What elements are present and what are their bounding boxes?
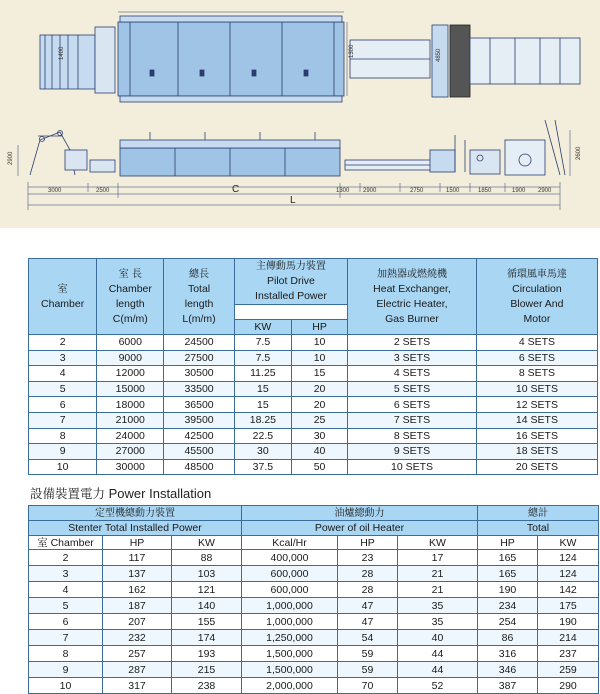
cell-chamber: 5 — [29, 598, 103, 614]
top-view — [40, 12, 580, 102]
header-blower — [476, 259, 597, 335]
header-heater-en1: Heat Exchanger, — [373, 282, 451, 295]
cell-kw: 121 — [172, 582, 242, 598]
cell-total_kw: 259 — [538, 662, 599, 678]
spec-row — [29, 381, 598, 397]
power-row — [29, 662, 599, 678]
cell-hp: 20 — [291, 381, 347, 397]
cell-length: 24000 — [97, 428, 164, 444]
header-total — [164, 259, 234, 335]
header-heater-zh: 加熱器或燃燒機 — [377, 268, 447, 280]
spec-row — [29, 428, 598, 444]
header-length-unit: C(m/m) — [112, 312, 148, 325]
dim-label-l: L — [290, 195, 296, 206]
power-row — [29, 630, 599, 646]
cell-kw: 103 — [172, 566, 242, 582]
cell-total_hp: 165 — [478, 566, 538, 582]
cell-kcal: 600,000 — [242, 566, 338, 582]
cell-kw: 193 — [172, 646, 242, 662]
cell-oil_kw: 35 — [398, 614, 478, 630]
header-chamber-2: 室 Chamber — [29, 536, 103, 550]
cell-total_kw: 124 — [538, 550, 599, 566]
header-total-en: Total — [478, 521, 599, 536]
cell-kw: 22.5 — [234, 428, 291, 444]
cell-hp: 15 — [291, 366, 347, 382]
power-row — [29, 614, 599, 630]
header-pilot-en1: Pilot Drive — [267, 275, 315, 287]
header-oil-hp: HP — [338, 536, 398, 550]
cell-heater: 10 SETS — [348, 459, 477, 475]
cell-kw: 18.25 — [234, 412, 291, 428]
header-heater — [348, 259, 477, 335]
cell-oil_kw: 21 — [398, 566, 478, 582]
cell-oil_hp: 59 — [338, 662, 398, 678]
cell-oil_kw: 40 — [398, 630, 478, 646]
cell-oil_kw: 44 — [398, 662, 478, 678]
header-total-zh: 總長 — [189, 268, 210, 280]
cell-total_hp: 86 — [478, 630, 538, 646]
spec-row — [29, 397, 598, 413]
cell-total_kw: 290 — [538, 678, 599, 694]
cell-kcal: 1,000,000 — [242, 614, 338, 630]
header-blower-en1: Circulation — [512, 282, 562, 295]
power-row — [29, 582, 599, 598]
header-pilot-zh: 主傳動馬力裝置 — [255, 261, 326, 272]
cell-hp: 317 — [103, 678, 172, 694]
cell-total_hp: 165 — [478, 550, 538, 566]
top-winder — [450, 25, 470, 97]
cell-heater: 4 SETS — [348, 366, 477, 382]
dim-top-width: 1300 — [349, 44, 355, 58]
cell-kw: 174 — [172, 630, 242, 646]
cell-chamber: 9 — [29, 444, 97, 460]
cell-kw: 15 — [234, 381, 291, 397]
cell-hp: 187 — [103, 598, 172, 614]
cell-length: 6000 — [97, 335, 164, 351]
power-row — [29, 646, 599, 662]
drawing-svg — [0, 0, 600, 228]
header-length-zh: 室 長 — [118, 268, 142, 280]
cell-total: 42500 — [164, 428, 234, 444]
cell-kcal: 1,250,000 — [242, 630, 338, 646]
cell-length: 21000 — [97, 412, 164, 428]
header-oil-kw: KW — [398, 536, 478, 550]
cell-hp: 232 — [103, 630, 172, 646]
cell-kw: 15 — [234, 397, 291, 413]
cell-hp: 137 — [103, 566, 172, 582]
spec-row — [29, 444, 598, 460]
cell-chamber: 2 — [29, 550, 103, 566]
header-oil-zh-text: 油爐總動力 — [334, 507, 385, 519]
cell-oil_kw: 17 — [398, 550, 478, 566]
dim-seg-9: 2900 — [538, 188, 552, 194]
cell-kw: 7.5 — [234, 350, 291, 366]
header-oil-kcal: Kcal/Hr — [242, 536, 338, 550]
cell-length: 18000 — [97, 397, 164, 413]
cell-chamber: 10 — [29, 459, 97, 475]
cell-hp: 162 — [103, 582, 172, 598]
cell-chamber: 4 — [29, 582, 103, 598]
cell-heater: 7 SETS — [348, 412, 477, 428]
header-pilot — [234, 259, 347, 305]
cell-total_hp: 190 — [478, 582, 538, 598]
cell-blower: 20 SETS — [476, 459, 597, 475]
side-winder — [470, 150, 500, 174]
header-chamber-zh: 室 — [57, 283, 68, 295]
cell-blower: 12 SETS — [476, 397, 597, 413]
cell-kw: 7.5 — [234, 335, 291, 351]
dim-right-height: 2600 — [576, 146, 582, 160]
cell-oil_hp: 47 — [338, 614, 398, 630]
cell-chamber: 7 — [29, 630, 103, 646]
power-title-en: Power Installation — [108, 486, 212, 501]
power-title-zh: 設備裝置電力 — [30, 486, 106, 501]
cell-heater: 6 SETS — [348, 397, 477, 413]
cell-hp: 20 — [291, 397, 347, 413]
cell-kw: 88 — [172, 550, 242, 566]
cell-oil_hp: 23 — [338, 550, 398, 566]
header-length-en1: Chamber — [108, 282, 152, 295]
cell-total_kw: 190 — [538, 614, 599, 630]
cell-kw: 140 — [172, 598, 242, 614]
cell-hp: 25 — [291, 412, 347, 428]
cell-hp: 10 — [291, 335, 347, 351]
cell-total_kw: 237 — [538, 646, 599, 662]
cell-chamber: 8 — [29, 428, 97, 444]
cell-length: 12000 — [97, 366, 164, 382]
cell-kcal: 400,000 — [242, 550, 338, 566]
dim-seg-2: 2500 — [96, 188, 110, 194]
cell-total_kw: 214 — [538, 630, 599, 646]
cell-oil_hp: 28 — [338, 566, 398, 582]
cell-oil_hp: 47 — [338, 598, 398, 614]
cell-blower: 8 SETS — [476, 366, 597, 382]
cell-total: 24500 — [164, 335, 234, 351]
cell-total_hp: 316 — [478, 646, 538, 662]
cell-total_hp: 254 — [478, 614, 538, 630]
cell-total: 30500 — [164, 366, 234, 382]
dim-top-right: 4850 — [436, 48, 442, 62]
power-installation-title — [30, 484, 211, 502]
header-chamber — [29, 259, 97, 335]
dim-seg-5: 2750 — [410, 188, 424, 194]
cell-oil_hp: 28 — [338, 582, 398, 598]
cell-kcal: 1,000,000 — [242, 598, 338, 614]
power-row — [29, 566, 599, 582]
header-stenter-en: Stenter Total Installed Power — [29, 521, 242, 536]
cell-hp: 50 — [291, 459, 347, 475]
spec-row — [29, 335, 598, 351]
top-feeder — [95, 27, 115, 93]
cell-hp: 40 — [291, 444, 347, 460]
cell-total: 36500 — [164, 397, 234, 413]
cell-length: 15000 — [97, 381, 164, 397]
header-total-en2: length — [184, 297, 214, 310]
header-stenter-zh-text: 定型機總動力裝置 — [95, 507, 175, 519]
dim-label-c: C — [232, 184, 240, 195]
cell-oil_hp: 59 — [338, 646, 398, 662]
cell-blower: 4 SETS — [476, 335, 597, 351]
cell-chamber: 9 — [29, 662, 103, 678]
cell-chamber: 6 — [29, 614, 103, 630]
cell-oil_kw: 35 — [398, 598, 478, 614]
cell-length: 9000 — [97, 350, 164, 366]
chamber-spec-table — [28, 258, 598, 475]
cell-total: 39500 — [164, 412, 234, 428]
cell-length: 30000 — [97, 459, 164, 475]
cell-kw: 37.5 — [234, 459, 291, 475]
header-pilot-hp: HP — [291, 320, 347, 335]
cell-blower: 14 SETS — [476, 412, 597, 428]
header-blower-zh: 循環風車馬達 — [506, 268, 567, 280]
cell-blower: 6 SETS — [476, 350, 597, 366]
cell-chamber: 6 — [29, 397, 97, 413]
cell-oil_hp: 70 — [338, 678, 398, 694]
cell-hp: 287 — [103, 662, 172, 678]
cell-oil_kw: 44 — [398, 646, 478, 662]
cell-total: 27500 — [164, 350, 234, 366]
cell-total_hp: 234 — [478, 598, 538, 614]
header-stenter-zh — [29, 506, 242, 521]
cell-total: 33500 — [164, 381, 234, 397]
header-stenter-kw: KW — [172, 536, 242, 550]
cell-heater: 2 SETS — [348, 335, 477, 351]
spec-row — [29, 412, 598, 428]
dim-seg-6: 1500 — [446, 188, 460, 194]
cell-chamber: 2 — [29, 335, 97, 351]
cell-kw: 215 — [172, 662, 242, 678]
cell-chamber: 5 — [29, 381, 97, 397]
cell-total_kw: 175 — [538, 598, 599, 614]
header-blower-en2: Blower And — [510, 297, 564, 310]
power-installation-body — [29, 550, 599, 694]
power-row — [29, 598, 599, 614]
dim-seg-8: 1900 — [512, 188, 526, 194]
power-installation-table — [28, 505, 599, 694]
chamber-spec-body — [29, 335, 598, 475]
header-length — [97, 259, 164, 335]
cell-length: 27000 — [97, 444, 164, 460]
header-total-kw: KW — [538, 536, 599, 550]
cell-kcal: 600,000 — [242, 582, 338, 598]
cell-blower: 18 SETS — [476, 444, 597, 460]
cell-chamber: 3 — [29, 566, 103, 582]
cell-heater: 9 SETS — [348, 444, 477, 460]
cell-blower: 16 SETS — [476, 428, 597, 444]
machine-drawing — [0, 0, 600, 228]
cell-total: 45500 — [164, 444, 234, 460]
cell-chamber: 10 — [29, 678, 103, 694]
dim-seg-7: 1850 — [478, 188, 492, 194]
header-total-unit: L(m/m) — [182, 312, 216, 325]
cell-chamber: 7 — [29, 412, 97, 428]
cell-hp: 117 — [103, 550, 172, 566]
cell-kcal: 1,500,000 — [242, 646, 338, 662]
dim-left-height: 2900 — [8, 151, 14, 165]
cell-total: 48500 — [164, 459, 234, 475]
cell-oil_hp: 54 — [338, 630, 398, 646]
power-row — [29, 678, 599, 694]
cell-hp: 30 — [291, 428, 347, 444]
header-stenter-hp: HP — [103, 536, 172, 550]
cell-heater: 3 SETS — [348, 350, 477, 366]
cell-kw: 30 — [234, 444, 291, 460]
cell-oil_kw: 21 — [398, 582, 478, 598]
dim-seg-3: 1300 — [336, 188, 350, 194]
header-oil-en: Power of oil Heater — [242, 521, 478, 536]
spec-row — [29, 459, 598, 475]
cell-hp: 10 — [291, 350, 347, 366]
header-total-hp: HP — [478, 536, 538, 550]
cell-kw: 11.25 — [234, 366, 291, 382]
spec-row — [29, 366, 598, 382]
header-chamber-en: Chamber — [41, 297, 85, 310]
cell-kw: 155 — [172, 614, 242, 630]
power-row — [29, 550, 599, 566]
header-heater-en2: Electric Heater, — [376, 297, 448, 310]
cell-chamber: 8 — [29, 646, 103, 662]
cell-total_kw: 124 — [538, 566, 599, 582]
header-blower-en3: Motor — [523, 312, 551, 325]
dim-top-left: 1400 — [59, 46, 65, 60]
dim-seg-4: 2900 — [363, 188, 377, 194]
header-total-en1: Total — [187, 282, 211, 295]
cell-total_kw: 142 — [538, 582, 599, 598]
dim-seg-1: 3000 — [48, 188, 62, 194]
cell-chamber: 4 — [29, 366, 97, 382]
cell-total_hp: 346 — [478, 662, 538, 678]
cell-heater: 5 SETS — [348, 381, 477, 397]
top-entry-frame — [40, 35, 95, 89]
spec-row — [29, 350, 598, 366]
cell-heater: 8 SETS — [348, 428, 477, 444]
cell-kw: 238 — [172, 678, 242, 694]
cell-blower: 10 SETS — [476, 381, 597, 397]
header-oil-zh — [242, 506, 478, 521]
cell-hp: 257 — [103, 646, 172, 662]
cell-chamber: 3 — [29, 350, 97, 366]
header-pilot-kw: KW — [234, 320, 291, 335]
cell-total_hp: 387 — [478, 678, 538, 694]
cell-kcal: 2,000,000 — [242, 678, 338, 694]
cell-hp: 207 — [103, 614, 172, 630]
cell-kcal: 1,500,000 — [242, 662, 338, 678]
top-oven-body — [118, 22, 344, 96]
header-length-en2: length — [115, 297, 145, 310]
header-heater-en3: Gas Burner — [385, 312, 439, 325]
cell-oil_kw: 52 — [398, 678, 478, 694]
header-total-zh-text: 總計 — [528, 507, 548, 519]
header-pilot-en2: Installed Power — [255, 290, 327, 302]
header-total-zh — [478, 506, 599, 521]
